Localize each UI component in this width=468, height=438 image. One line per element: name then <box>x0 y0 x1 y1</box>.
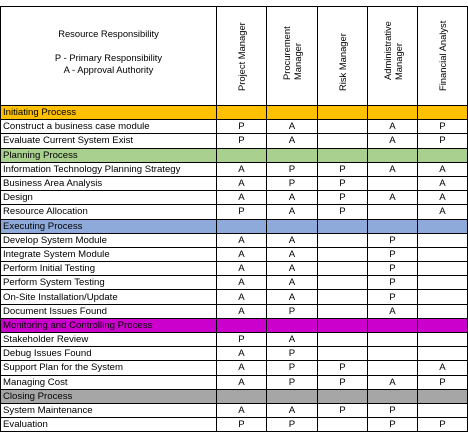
phase-label: Executing Process <box>1 219 217 233</box>
responsibility-cell: P <box>368 262 418 276</box>
responsibility-cell: P <box>418 375 468 389</box>
phase-fill-cell <box>418 106 468 120</box>
responsibility-cell: P <box>318 162 368 176</box>
phase-fill-cell <box>318 106 368 120</box>
responsibility-cell: P <box>318 375 368 389</box>
responsibility-cell <box>418 247 468 261</box>
responsibility-cell: P <box>418 134 468 148</box>
phase-row <box>1 318 468 332</box>
task-row <box>1 276 468 290</box>
phase-fill-cell <box>368 318 418 332</box>
phase-fill-cell <box>217 318 267 332</box>
responsibility-cell: A <box>267 276 318 290</box>
role-header-project-manager <box>217 7 267 106</box>
responsibility-cell <box>418 333 468 347</box>
task-name: System Maintenance <box>1 403 217 417</box>
task-row <box>1 120 468 134</box>
responsibility-cell: P <box>267 304 318 318</box>
responsibility-cell: A <box>217 162 267 176</box>
phase-label: Monitoring and Controlling Process <box>1 318 217 332</box>
responsibility-cell: P <box>267 418 318 432</box>
responsibility-cell <box>318 290 368 304</box>
phase-row <box>1 219 468 233</box>
responsibility-cell: A <box>267 333 318 347</box>
responsibility-cell <box>318 333 368 347</box>
phase-fill-cell <box>318 148 368 162</box>
responsibility-cell: A <box>267 205 318 219</box>
phase-fill-cell <box>368 106 418 120</box>
task-name: Perform Initial Testing <box>1 262 217 276</box>
responsibility-cell <box>318 418 368 432</box>
responsibility-cell <box>318 233 368 247</box>
task-name: Information Technology Planning Strategy <box>1 162 217 176</box>
responsibility-cell <box>368 333 418 347</box>
role-label: Financial Analyst <box>436 20 448 91</box>
responsibility-cell <box>418 290 468 304</box>
task-row <box>1 304 468 318</box>
responsibility-cell: A <box>217 347 267 361</box>
responsibility-cell: P <box>418 120 468 134</box>
responsibility-cell: A <box>267 233 318 247</box>
task-name: Debug Issues Found <box>1 347 217 361</box>
phase-row <box>1 389 468 403</box>
responsibility-cell <box>368 347 418 361</box>
responsibility-cell: A <box>418 162 468 176</box>
responsibility-cell <box>418 262 468 276</box>
phase-fill-cell <box>368 219 418 233</box>
task-name: Stakeholder Review <box>1 333 217 347</box>
responsibility-cell: A <box>418 205 468 219</box>
responsibility-cell <box>318 262 368 276</box>
responsibility-cell: A <box>267 403 318 417</box>
responsibility-cell: P <box>318 403 368 417</box>
responsibility-cell: A <box>217 262 267 276</box>
task-name: Managing Cost <box>1 375 217 389</box>
task-name: Construct a business case module <box>1 120 217 134</box>
responsibility-cell: A <box>418 361 468 375</box>
responsibility-cell: P <box>267 375 318 389</box>
phase-fill-cell <box>318 318 368 332</box>
responsibility-cell <box>368 361 418 375</box>
responsibility-cell <box>318 120 368 134</box>
role-label: Risk Manager <box>336 33 348 91</box>
phase-fill-cell <box>418 148 468 162</box>
phase-fill-cell <box>217 148 267 162</box>
responsibility-cell: A <box>217 304 267 318</box>
responsibility-cell: A <box>217 176 267 190</box>
role-label: Project Manager <box>235 22 247 91</box>
role-label: Administrative Manager <box>381 21 404 80</box>
responsibility-cell: A <box>217 403 267 417</box>
responsibility-cell: P <box>368 418 418 432</box>
phase-label: Initiating Process <box>1 106 217 120</box>
responsibility-cell: A <box>267 191 318 205</box>
responsibility-cell: A <box>368 120 418 134</box>
phase-fill-cell <box>318 389 368 403</box>
phase-fill-cell <box>217 389 267 403</box>
task-row <box>1 205 468 219</box>
responsibility-cell <box>318 347 368 361</box>
task-row <box>1 333 468 347</box>
responsibility-cell: A <box>217 191 267 205</box>
responsibility-cell: A <box>368 162 418 176</box>
responsibility-cell <box>318 134 368 148</box>
task-row <box>1 247 468 261</box>
responsibility-cell: P <box>267 347 318 361</box>
phase-row <box>1 148 468 162</box>
task-row <box>1 290 468 304</box>
role-header-financial-analyst <box>418 7 468 106</box>
responsibility-cell: A <box>217 276 267 290</box>
task-row <box>1 375 468 389</box>
phase-fill-cell <box>217 219 267 233</box>
responsibility-cell: P <box>217 205 267 219</box>
task-name: Support Plan for the System <box>1 361 217 375</box>
phase-fill-cell <box>267 106 318 120</box>
phase-fill-cell <box>418 389 468 403</box>
responsibility-cell: P <box>267 176 318 190</box>
responsibility-cell <box>418 276 468 290</box>
responsibility-cell: A <box>368 375 418 389</box>
responsibility-cell: P <box>368 247 418 261</box>
responsibility-cell: A <box>217 247 267 261</box>
responsibility-cell <box>368 205 418 219</box>
responsibility-cell: P <box>217 333 267 347</box>
task-row <box>1 233 468 247</box>
responsibility-cell: P <box>418 418 468 432</box>
responsibility-cell: P <box>368 403 418 417</box>
responsibility-cell: P <box>318 191 368 205</box>
task-row <box>1 134 468 148</box>
legend-title: Resource Responsibility <box>58 28 159 39</box>
responsibility-cell: P <box>318 361 368 375</box>
responsibility-cell: P <box>267 361 318 375</box>
responsibility-cell: A <box>217 361 267 375</box>
responsibility-cell: P <box>368 290 418 304</box>
phase-row <box>1 106 468 120</box>
header-row <box>1 7 468 106</box>
phase-fill-cell <box>267 389 318 403</box>
legend-approval: A - Approval Authority <box>63 64 154 75</box>
task-name: Document Issues Found <box>1 304 217 318</box>
phase-fill-cell <box>368 148 418 162</box>
task-name: Develop System Module <box>1 233 217 247</box>
task-row <box>1 176 468 190</box>
phase-label: Planning Process <box>1 148 217 162</box>
role-header-administrative-manager <box>368 7 418 106</box>
responsibility-cell <box>418 304 468 318</box>
task-name: Design <box>1 191 217 205</box>
task-name: Business Area Analysis <box>1 176 217 190</box>
task-row <box>1 403 468 417</box>
responsibility-cell <box>368 176 418 190</box>
phase-fill-cell <box>267 148 318 162</box>
responsibility-cell: A <box>217 375 267 389</box>
role-label: Procurement Manager <box>281 26 303 80</box>
responsibility-cell: P <box>217 134 267 148</box>
responsibility-cell: A <box>267 134 318 148</box>
phase-fill-cell <box>418 318 468 332</box>
task-name: Perform System Testing <box>1 276 217 290</box>
phase-fill-cell <box>318 219 368 233</box>
responsibility-cell: A <box>368 304 418 318</box>
responsibility-cell: P <box>368 276 418 290</box>
responsibility-cell: P <box>217 418 267 432</box>
responsibility-cell: A <box>267 247 318 261</box>
responsibility-cell: A <box>368 134 418 148</box>
task-row <box>1 347 468 361</box>
phase-fill-cell <box>418 219 468 233</box>
task-row <box>1 361 468 375</box>
responsibility-cell: A <box>217 290 267 304</box>
responsibility-cell: A <box>368 191 418 205</box>
responsibility-cell: P <box>267 162 318 176</box>
phase-fill-cell <box>368 389 418 403</box>
responsibility-cell: P <box>217 120 267 134</box>
responsibility-cell <box>318 304 368 318</box>
responsibility-cell: P <box>318 176 368 190</box>
legend-primary: P - Primary Responsibility <box>54 52 163 63</box>
responsibility-cell <box>318 247 368 261</box>
task-row <box>1 418 468 432</box>
responsibility-cell: A <box>267 290 318 304</box>
task-name: Evaluate Current System Exist <box>1 134 217 148</box>
phase-fill-cell <box>217 106 267 120</box>
responsibility-cell <box>318 276 368 290</box>
responsibility-cell <box>418 347 468 361</box>
responsibility-cell: A <box>217 233 267 247</box>
responsibility-matrix <box>0 6 468 432</box>
responsibility-cell: A <box>267 262 318 276</box>
role-header-risk-manager <box>318 7 368 106</box>
task-name: Evaluation <box>1 418 217 432</box>
responsibility-cell: A <box>418 176 468 190</box>
task-row <box>1 262 468 276</box>
responsibility-cell: A <box>418 191 468 205</box>
responsibility-cell: A <box>267 120 318 134</box>
responsibility-cell: P <box>368 233 418 247</box>
responsibility-cell: P <box>318 205 368 219</box>
role-header-procurement-manager <box>267 7 318 106</box>
task-row <box>1 162 468 176</box>
phase-fill-cell <box>267 318 318 332</box>
task-row <box>1 191 468 205</box>
matrix-body <box>1 106 468 432</box>
task-name: Integrate System Module <box>1 247 217 261</box>
task-name: On-Site Installation/Update <box>1 290 217 304</box>
task-name: Resource Allocation <box>1 205 217 219</box>
phase-fill-cell <box>267 219 318 233</box>
responsibility-cell <box>418 403 468 417</box>
responsibility-cell <box>418 233 468 247</box>
phase-label: Closing Process <box>1 389 217 403</box>
legend-cell <box>1 7 217 106</box>
